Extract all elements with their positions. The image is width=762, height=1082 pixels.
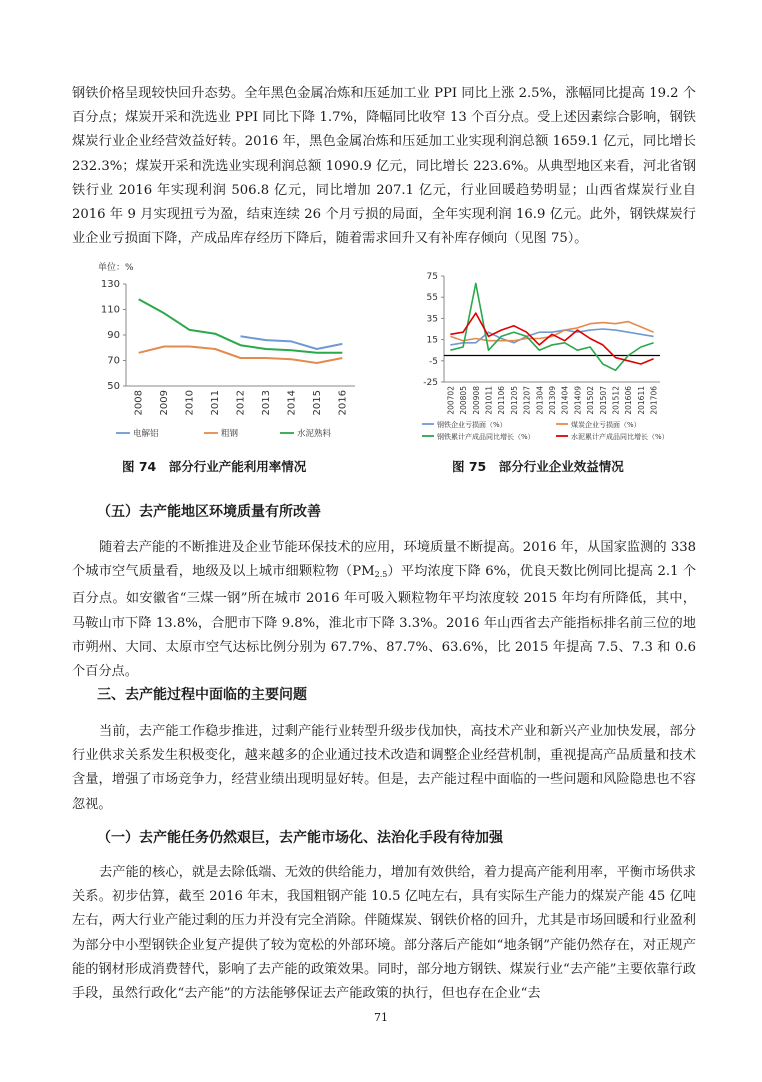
- x-tick-label: 2013: [260, 390, 272, 416]
- x-tick-label: 201404: [560, 386, 570, 415]
- x-tick-label: 2009: [159, 390, 171, 416]
- y-tick-label: 35: [426, 314, 438, 325]
- body-paragraph-1: 钢铁价格呈现较快回升态势。全年黑色金属冶炼和压延加工业 PPI 同比上涨 2.5%，涨幅同比提高 19.2 个百分点；煤炭开采和洗选业 PPI 同比下降 1.7%，降幅同比收窄 13 个百分点。受上述因素综合影响，钢铁煤炭行业企业经营效益好转。2016 年，黑色金属冶炼和压延加工业实现利润总额 1659.1 亿元，同比增长 232.3%；煤炭开采和洗选业实现利润总额 1090.9 亿元，同比增长 223.6%。从典型地区来看，河北省钢铁行业 2016 年实现利润 506.8 亿元，同比增加 207.1 亿元，行业回暖趋势明显；山西省煤炭行业自 2016 年 9 月实现扭亏为盈，结束连续 26 个月亏损的局面，全年实现利润 16.9 亿元。此外，钢铁煤炭行业企业亏损面下降，产成品库存经历下降后，随着需求回升又有补库存倾向（见图 75）。: [72, 86, 696, 247]
- x-tick-label: 2014: [286, 390, 298, 416]
- y-tick-label: 90: [107, 330, 120, 341]
- paragraph-2-text-b: ）平均浓度下降 6%，优良天数比例同比提高 2.1 个百分点。如安徽省“三煤一钢”所在城市 2016 年可吸入颗粒物年平均浓度较 2015 年均有所降低，其中，马鞍山市下降 13.8%，合肥市下降 9.8%，淮北市下降 3.3%。2016 年山西省去产能指标排名前三位的地市朔州、大同、太原市空气达标比例分别为 67.7%、87.7%、63.6%，比 2015 年提高 7.5、7.3 和 0.6 个百分点。: [72, 564, 697, 680]
- x-tick-label: 201606: [624, 386, 634, 415]
- x-tick-label: 201512: [611, 386, 621, 415]
- x-tick-label: 2012: [235, 390, 247, 416]
- enterprise-performance-chart: [408, 266, 698, 452]
- x-tick-label: 2016: [337, 390, 349, 416]
- y-tick-label: 130: [100, 279, 120, 290]
- legend-label-1: 钢铁企业亏损面（%）: [437, 421, 507, 429]
- x-tick-label: 201706: [649, 386, 659, 415]
- series-line-3: [139, 299, 343, 353]
- figure-75-caption: 图 75 部分行业企业效益情况: [452, 459, 624, 474]
- y-tick-label: 110: [100, 304, 120, 316]
- x-tick-label: 201309: [548, 386, 557, 415]
- body-paragraph-3: 当前，去产能工作稳步推进，过剩产能行业转型升级步伐加快，高技术产业和新兴产业加快发展，部分行业供求关系发生积极变化，越来越多的企业通过技术改造和调整企业经营机制，重视提高产品质量和技术含量，增强了市场竞争力，经营业绩出现明显好转。但是，去产能过程中面临的一些问题和风险隐患也不容忽视。: [72, 724, 696, 812]
- x-tick-label: 201106: [497, 386, 507, 415]
- legend-label-2: 煤炭企业亏损面（%）: [571, 421, 641, 429]
- y-tick-label: -25: [423, 378, 438, 388]
- figure-74-caption: 图 74 部分行业产能利用率情况: [122, 459, 307, 474]
- x-tick-label: 200805: [459, 386, 469, 415]
- x-tick-label: 200702: [446, 386, 456, 415]
- x-tick-label: 2008: [133, 390, 145, 416]
- x-tick-label: 2015: [311, 390, 323, 416]
- y-tick-label: -5: [429, 356, 438, 367]
- section-heading-five: （五）去产能地区环境质量有所改善: [97, 504, 321, 520]
- y-tick-label: 70: [107, 355, 120, 367]
- section-heading-three: 三、去产能过程中面临的主要问题: [97, 687, 307, 703]
- y-tick-label: 50: [107, 381, 120, 392]
- pm-subscript: 2.5: [374, 570, 388, 580]
- y-tick-label: 15: [426, 335, 438, 346]
- section-heading-one: （一）去产能任务仍然艰巨，去产能市场化、法治化手段有待加强: [97, 830, 503, 846]
- x-tick-label: 201502: [586, 386, 596, 415]
- legend-label-3: 水泥熟料: [297, 429, 332, 439]
- series-line-3: [450, 283, 653, 370]
- paragraph-2-text-a: 随着去产能的不断推进及企业节能环保技术的应用，环境质量不断提高。2016 年，从国家监测的 338 个城市空气质量看，地级及以上城市细颗粒物（PM: [72, 540, 696, 580]
- x-tick-label: 200908: [471, 386, 481, 415]
- x-tick-label: 201011: [484, 386, 494, 415]
- x-tick-label: 201207: [522, 386, 532, 415]
- unit-label: 单位：%: [98, 263, 134, 273]
- x-tick-label: 201409: [573, 386, 583, 415]
- x-tick-label: 2011: [210, 390, 222, 416]
- x-tick-label: 201205: [509, 386, 519, 415]
- series-line-2: [139, 347, 343, 364]
- body-paragraph-2: [72, 536, 696, 684]
- legend-label-3: 钢铁累计产成品同比增长（%）: [437, 433, 535, 441]
- x-tick-label: 201611: [636, 386, 646, 415]
- capacity-utilization-chart: [80, 262, 370, 452]
- body-paragraph-4: 去产能的核心，就是去除低端、无效的供给能力，增加有效供给，着力提高产能利用率，平衡市场供求关系。初步估算，截至 2016 年末，我国粗钢产能 10.5 亿吨左右，具有实际生产能力的煤炭产能 45 亿吨左右，两大行业产能过剩的压力并没有完全消除。伴随煤炭、钢铁价格的回升，尤其是市场回暖和行业盈利为部分中小型钢铁企业复产提供了较为宽松的外部环境。部分落后产能如“地条钢”产能仍然存在，对正规产能的钢材形成消费替代，影响了去产能的政策效果。同时，部分地方钢铁、煤炭行业“去产能”主要依靠行政手段，虽然行政化“去产能”的方法能够保证去产能政策的执行，但也存在企业“去: [72, 865, 696, 1002]
- x-tick-label: 201507: [598, 386, 608, 415]
- x-tick-label: 201304: [535, 386, 545, 415]
- legend-label-1: 电解铝: [133, 429, 159, 439]
- page-number: 71: [374, 1011, 388, 1024]
- x-tick-label: 2010: [184, 390, 196, 416]
- legend-label-4: 水泥累计产成品同比增长（%）: [571, 433, 669, 441]
- legend-label-2: 粗钢: [221, 429, 239, 439]
- y-tick-label: 55: [426, 293, 438, 304]
- y-tick-label: 75: [426, 272, 438, 282]
